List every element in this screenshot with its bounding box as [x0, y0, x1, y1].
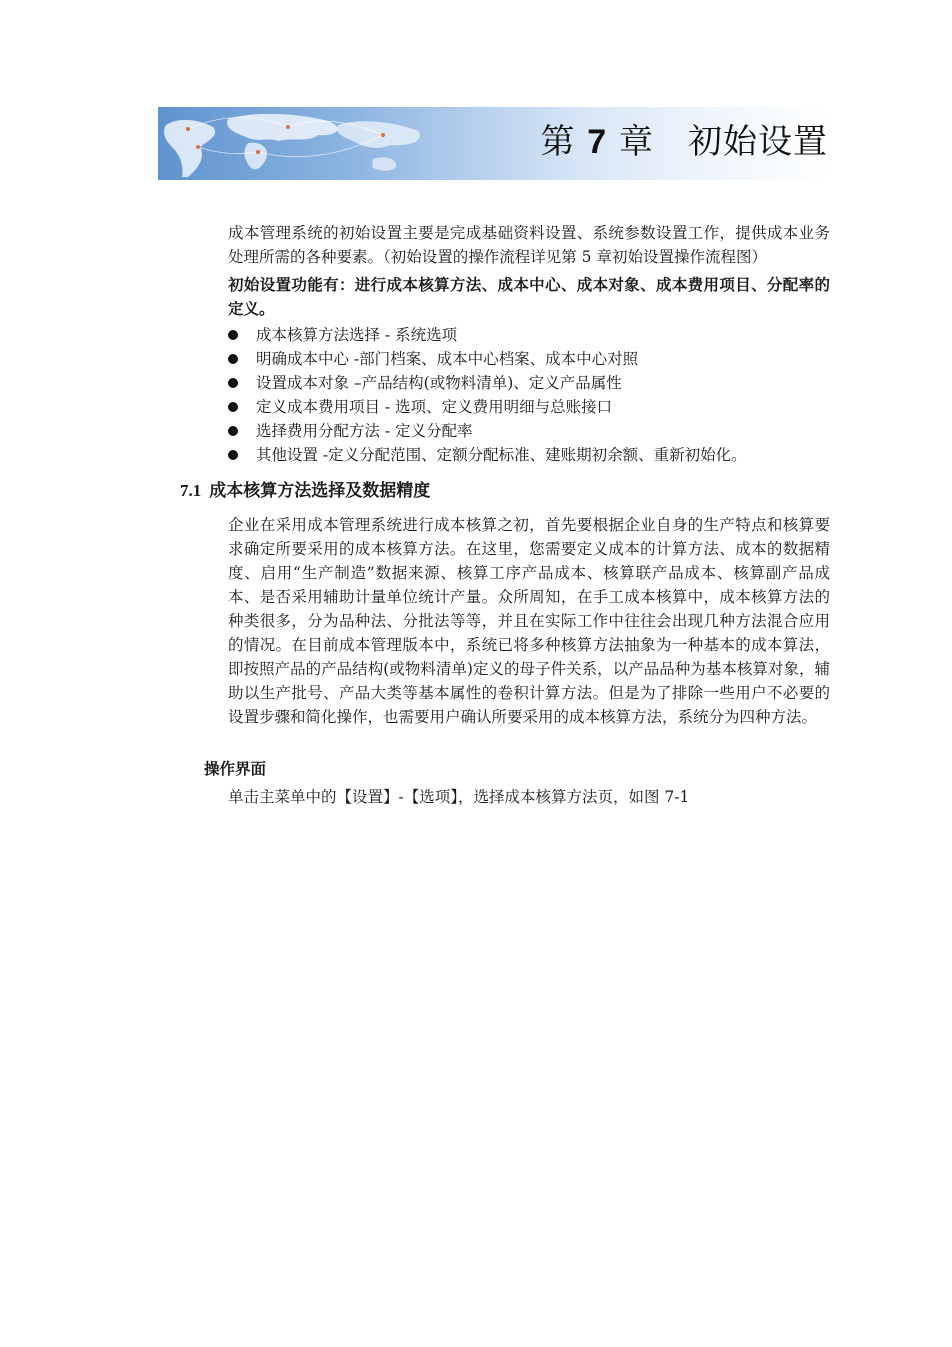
world-map-graphic: [158, 107, 578, 180]
chapter-banner: [158, 107, 830, 180]
chapter-suffix: 章: [619, 122, 654, 162]
list-item-text: 选择费用分配方法 - 定义分配率: [256, 422, 473, 440]
map-continent-africa: [244, 143, 267, 170]
list-item: [228, 443, 747, 467]
section-body: 企业在采用成本管理系统进行成本核算之初，首先要根据企业自身的生产特点和核算要求确定所要采用的成本核算方法。在这里，您需要定义成本的计算方法、成本的数据精度、启用“生产制造”数据来源、核算工序产品成本、核算联产品成本、核算副产品成本、是否采用辅助计量单位统计产量。众所周知，在手工成本核算中，成本核算方法的种类很多，分为品种法、分批法等等，并且在实际工作中往往会出现几种方法混合应用的情况。在目前成本管理版本中，系统已将多种核算方法抽象为一种基本的成本算法，即按照产品的产品结构(或物料清单)定义的母子件关系，以产品品种为基本核算对象，辅助以生产批号、产品大类等基本属性的卷积计算方法。但是为了排除一些用户不必要的设置步骤和简化操作，也需要用户确认所要采用的成本核算方法，系统分为四种方法。: [228, 516, 830, 726]
bullet-icon: [228, 378, 238, 388]
bullet-icon: [228, 402, 238, 412]
intro-functions: 初始设置功能有：进行成本核算方法、成本中心、成本对象、成本费用项目、分配率的定义。: [228, 275, 830, 318]
map-continent-asia-east: [337, 121, 420, 148]
setup-bullet-list: [228, 323, 747, 467]
instruction-paragraph: 单击主菜单中的【设置】-【选项】，选择成本核算方法页，如图 7-1: [228, 788, 690, 806]
list-item: [228, 347, 747, 371]
list-item-text: 明确成本中心 -部门档案、成本中心档案、成本中心对照: [256, 350, 639, 368]
section-heading: [180, 478, 430, 504]
chapter-prefix: 第: [540, 122, 576, 162]
bullet-icon: [228, 330, 238, 340]
bullet-icon: [228, 450, 238, 460]
bullet-icon: [228, 354, 238, 364]
bullet-icon: [228, 426, 238, 436]
list-item-text: 成本核算方法选择 - 系统选项: [256, 326, 458, 344]
list-item: [228, 419, 747, 443]
list-item-text: 设置成本对象 –产品结构(或物料清单)、定义产品属性: [256, 374, 622, 392]
map-continent-europe-asia: [227, 114, 337, 141]
list-item-text: 其他设置 -定义分配范围、定额分配标准、建账期初余额、重新初始化。: [256, 446, 747, 464]
chapter-number: 7: [587, 123, 608, 161]
list-item: [228, 371, 747, 395]
list-item: [228, 323, 747, 347]
list-item-text: 定义成本费用项目 - 选项、定义费用明细与总账接口: [256, 398, 613, 416]
section-number: 7.1: [180, 481, 202, 500]
map-continent-oceania: [372, 157, 396, 170]
chapter-title-text: 初始设置: [688, 122, 828, 162]
chapter-title: [540, 122, 828, 162]
operation-interface-heading: 操作界面: [204, 759, 267, 778]
section-title: 成本核算方法选择及数据精度: [209, 481, 431, 501]
intro-paragraph: 成本管理系统的初始设置主要是完成基础资料设置、系统参数设置工作，提供成本业务处理所需的各种要素。（初始设置的操作流程详见第 5 章初始设置操作流程图）: [228, 224, 830, 266]
list-item: [228, 395, 747, 419]
